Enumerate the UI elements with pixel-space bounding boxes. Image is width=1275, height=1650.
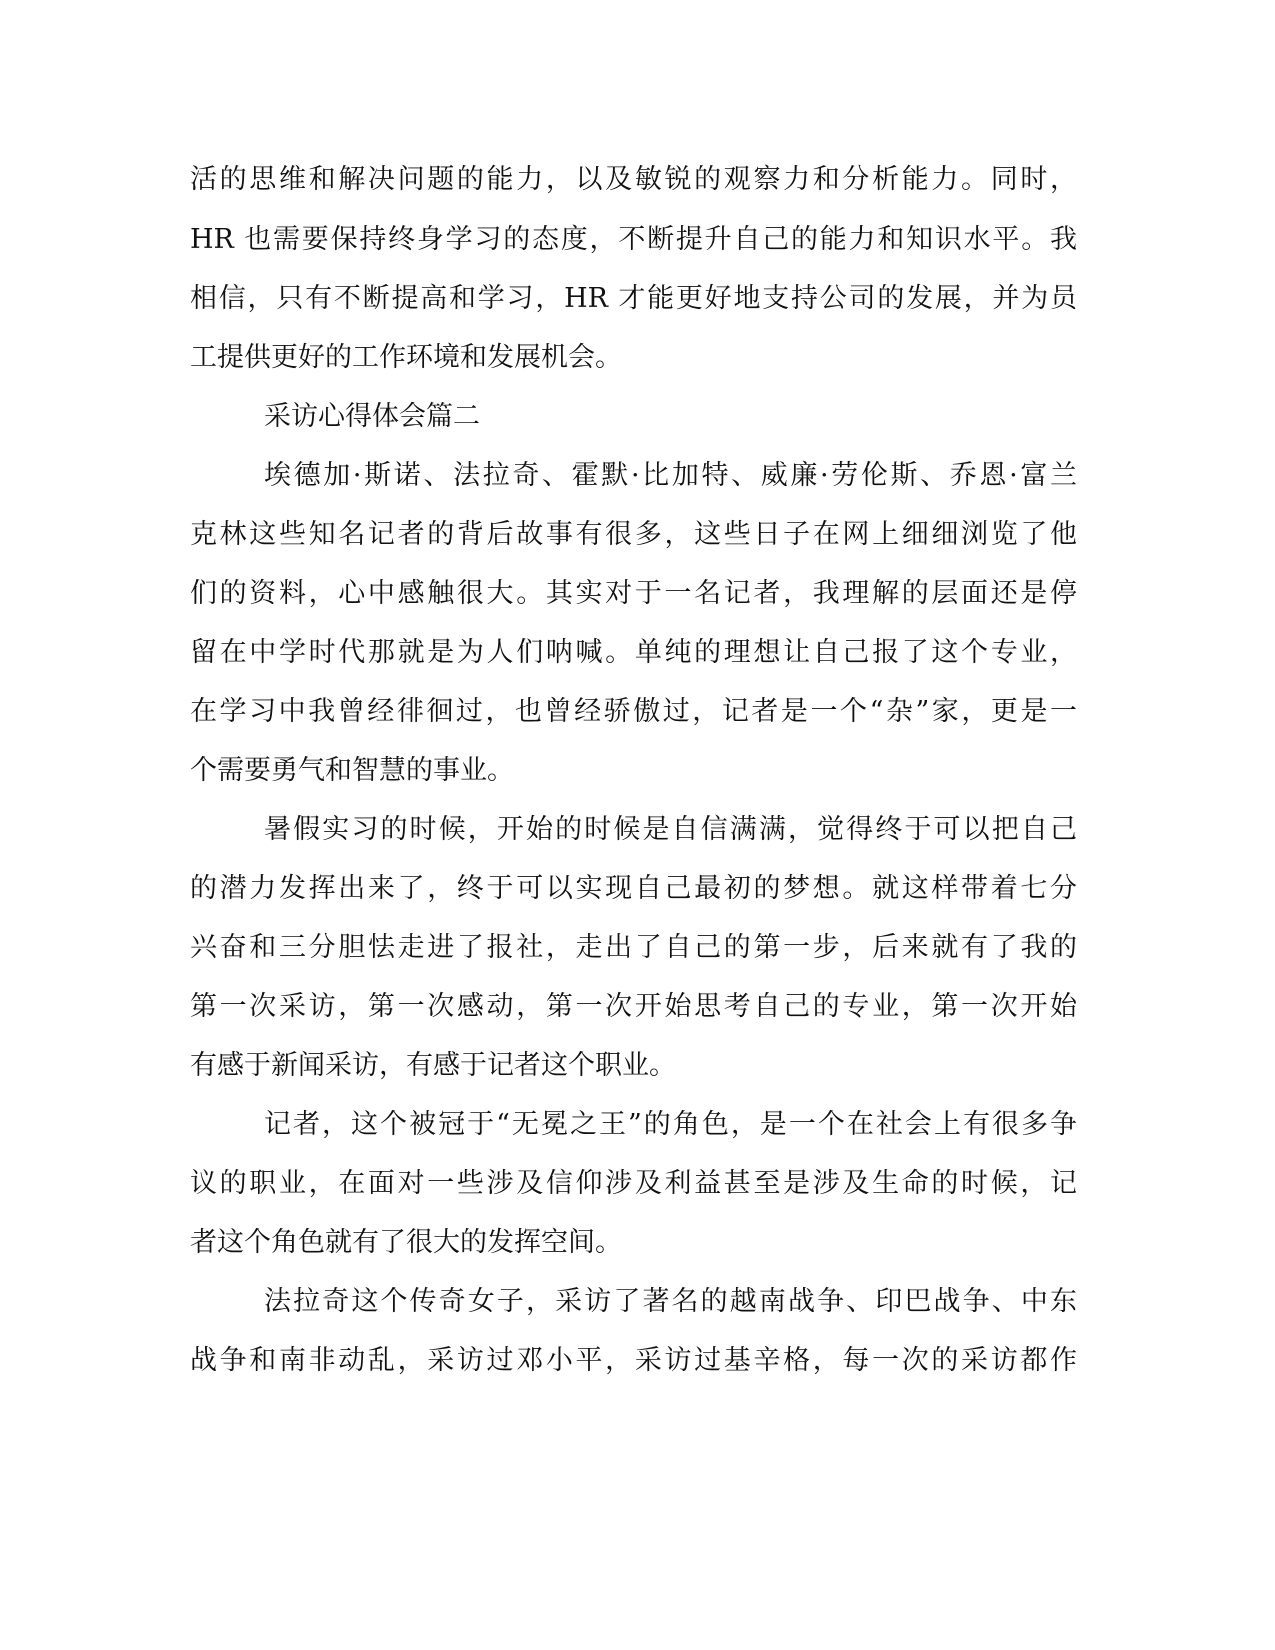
paragraph-line: 留在中学时代那就是为人们呐喊。单纯的理想让自己报了这个专业，: [190, 637, 1077, 668]
paragraph-line: 记者，这个被冠于“无冕之王”的角色，是一个在社会上有很多争: [264, 1109, 1077, 1140]
paragraph-line: 议的职业，在面对一些涉及信仰涉及利益甚至是涉及生命的时候，记: [190, 1168, 1077, 1199]
paragraph-line: 第一次采访，第一次感动，第一次开始思考自己的专业，第一次开始: [190, 991, 1077, 1022]
paragraph-line: HR 也需要保持终身学习的态度，不断提升自己的能力和知识水平。我: [190, 224, 1077, 255]
paragraph-line: 个需要勇气和智慧的事业。: [190, 755, 514, 786]
paragraph-line: 的潜力发挥出来了，终于可以实现自己最初的梦想。就这样带着七分: [190, 873, 1077, 904]
paragraph-line: 相信，只有不断提高和学习，HR 才能更好地支持公司的发展，并为员: [190, 283, 1077, 314]
section-heading: 采访心得体会篇二: [264, 401, 480, 432]
paragraph-line: 者这个角色就有了很大的发挥空间。: [190, 1227, 622, 1258]
paragraph-line: 工提供更好的工作环境和发展机会。: [190, 342, 622, 373]
paragraph-line: 有感于新闻采访，有感于记者这个职业。: [190, 1050, 676, 1081]
paragraph-line: 活的思维和解决问题的能力，以及敏锐的观察力和分析能力。同时，: [190, 164, 1077, 195]
paragraph-line: 法拉奇这个传奇女子，采访了著名的越南战争、印巴战争、中东: [264, 1286, 1077, 1317]
paragraph-line: 战争和南非动乱，采访过邓小平，采访过基辛格，每一次的采访都作: [190, 1345, 1077, 1376]
paragraph-line: 在学习中我曾经徘徊过，也曾经骄傲过，记者是一个“杂”家，更是一: [190, 696, 1077, 727]
paragraph-line: 兴奋和三分胆怯走进了报社，走出了自己的第一步，后来就有了我的: [190, 932, 1077, 963]
paragraph-line: 们的资料，心中感触很大。其实对于一名记者，我理解的层面还是停: [190, 578, 1077, 609]
paragraph-line: 暑假实习的时候，开始的时候是自信满满，觉得终于可以把自己: [264, 814, 1077, 845]
paragraph-line: 埃德加·斯诺、法拉奇、霍默·比加特、威廉·劳伦斯、乔恩·富兰: [264, 460, 1077, 491]
paragraph-line: 克林这些知名记者的背后故事有很多，这些日子在网上细细浏览了他: [190, 519, 1077, 550]
